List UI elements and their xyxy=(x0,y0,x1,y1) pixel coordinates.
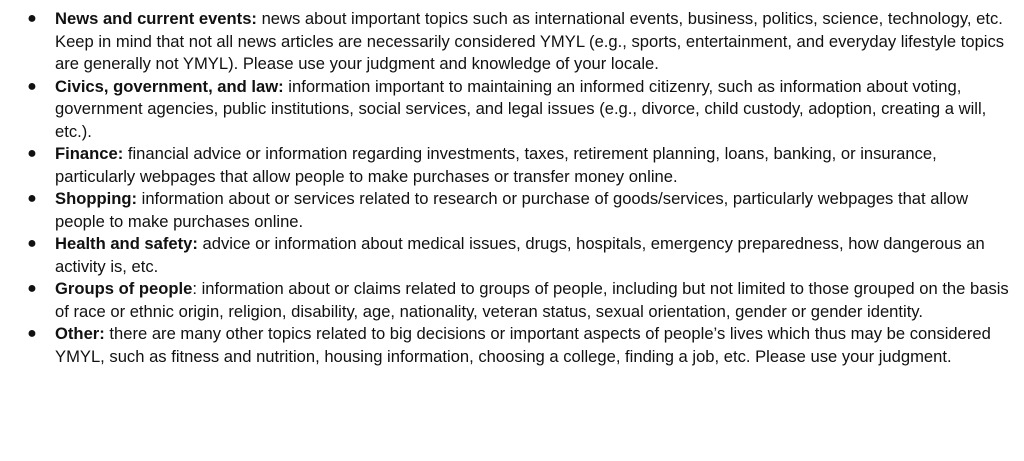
item-term: Finance: xyxy=(55,144,124,163)
bullet-icon: ● xyxy=(27,325,37,342)
item-term: Civics, government, and law: xyxy=(55,76,284,96)
item-description: information important to maintaining an informed citizenry, such as information about voting, government agencies, public institutions, social services, and legal issues (e.g., divorce, child custody, adoption, creating a will, etc.). xyxy=(55,76,987,141)
item-term: Health and safety: xyxy=(55,234,198,253)
list-item-news xyxy=(0,8,1024,76)
bullet-icon: ● xyxy=(27,10,37,27)
bullet-icon: ● xyxy=(27,280,37,297)
item-description: financial advice or information regarding investments, taxes, retirement planning, loans, banking, or insurance, particularly webpages that allow people to make purchases or transfer money online. xyxy=(55,144,937,186)
list-item-finance xyxy=(0,143,1024,188)
item-description: advice or information about medical issues, drugs, hospitals, emergency preparedness, how dangerous an activity is, etc. xyxy=(55,234,985,276)
item-description: : information about or claims related to groups of people, including but not limited to those grouped on the basis of race or ethnic origin, religion, disability, age, nationality, veteran status, sexual orientation, gender or gender identity. xyxy=(55,279,1009,321)
item-description: there are many other topics related to big decisions or important aspects of people’s lives which thus may be considered YMYL, such as fitness and nutrition, housing information, choosing a college, finding a job, etc. Please use your judgment. xyxy=(55,324,991,366)
bullet-icon: ● xyxy=(27,145,37,162)
item-term: Groups of people xyxy=(55,279,193,298)
list-item-groups-of-people xyxy=(0,278,1024,323)
item-term: Shopping: xyxy=(55,189,138,208)
bullet-icon: ● xyxy=(27,235,37,252)
item-description: information about or services related to research or purchase of goods/services, particularly webpages that allow people to make purchases online. xyxy=(55,189,969,231)
bullet-icon: ● xyxy=(27,77,37,95)
document-page xyxy=(0,8,1024,368)
list-item-civics xyxy=(0,76,1024,144)
item-description: news about important topics such as international events, business, politics, science, technology, etc. Keep in mind that not all news articles are necessarily considered YMYL (e.g., sports, entertainment, and everyday lifestyle topics are generally not YMYL). Please use your judgment and knowledge of your locale. xyxy=(55,9,1005,73)
ymyl-topic-list xyxy=(0,8,1024,368)
bullet-icon: ● xyxy=(27,190,37,207)
item-term: News and current events: xyxy=(55,9,257,28)
list-item-other xyxy=(0,323,1024,368)
list-item-health-safety xyxy=(0,233,1024,278)
item-term: Other: xyxy=(55,324,105,343)
list-item-shopping xyxy=(0,188,1024,233)
